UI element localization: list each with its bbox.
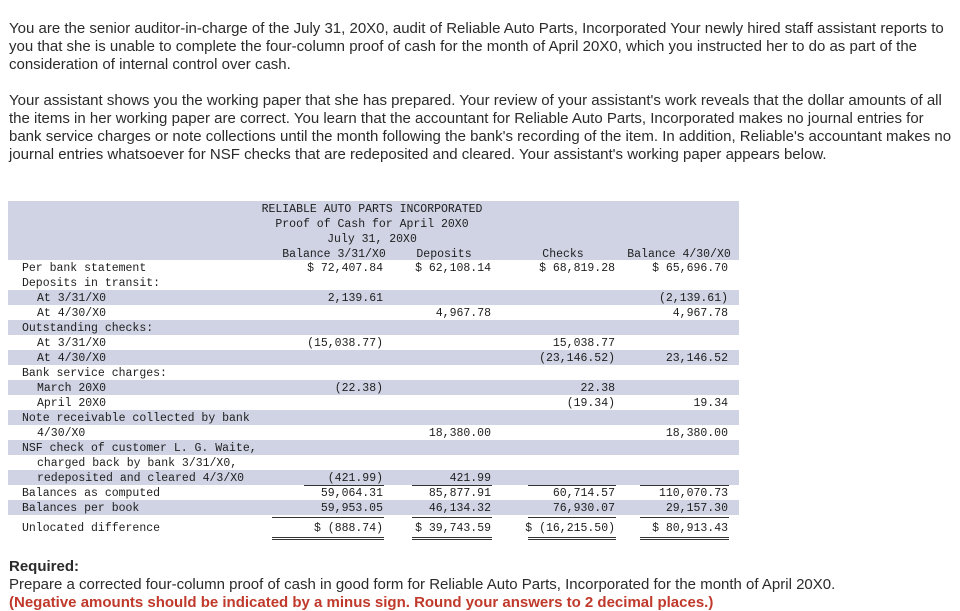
row-label-nsf-line-2: charged back by bank 3/31/X0, <box>37 457 238 470</box>
row-label-oc-4-30: At 4/30/X0 <box>37 352 107 365</box>
header-balance-3-31: Balance 3/31/X0 <box>282 248 386 261</box>
cell-nsf-deposits: 421.99 <box>449 472 491 485</box>
cell-dit-4-30-balance-4-30: 4,967.78 <box>672 307 728 320</box>
total-rule <box>412 517 492 518</box>
cell-bsc-march-balance-3-31: (22.38) <box>334 382 383 395</box>
row-label-nsf-line-3: redeposited and cleared 4/3/X0 <box>37 472 245 485</box>
cell-computed-balance-3-31: 59,064.31 <box>320 487 383 500</box>
intro-paragraph-1: You are the senior auditor-in-charge of the July 31, 20X0, audit of Reliable Auto Parts, Incorporated Your newly hired staff assistant reports to you that she is unable to complete the four-column proof of cash for the month of April 20X0, which you instructed her to do as part of the consideration of internal control over cash. <box>9 20 944 73</box>
cell-dit-3-31-balance-3-31: 2,139.61 <box>327 292 383 305</box>
cell-oc-3-31-balance-3-31: (15,038.77) <box>307 337 383 350</box>
double-rule <box>528 539 616 540</box>
row-label-outstanding-checks: Outstanding checks: <box>22 322 154 335</box>
cell-dit-4-30-deposits: 4,967.78 <box>435 307 491 320</box>
cell-note-deposits: 18,380.00 <box>428 427 491 440</box>
table-title-proof: Proof of Cash for April 20X0 <box>275 218 469 231</box>
cell-computed-deposits: 85,877.91 <box>428 487 491 500</box>
double-rule <box>272 537 384 538</box>
required-instruction: Prepare a corrected four-column proof of cash in good form for Reliable Auto Parts, Incorporated for the month of April 20X0. <box>9 576 836 593</box>
cell-bsc-april-checks: (19.34) <box>566 397 615 410</box>
cell-per-book-balance-3-31: 59,953.05 <box>320 502 383 515</box>
total-rule <box>640 517 729 518</box>
cell-nsf-balance-3-31: (421.99) <box>327 472 383 485</box>
row-label-dit-3-31: At 3/31/X0 <box>37 292 107 305</box>
row-label-per-bank: Per bank statement <box>22 262 147 275</box>
cell-bsc-march-checks: 22.38 <box>580 382 615 395</box>
cell-unlocated-checks: $ (16,215.50) <box>525 522 615 535</box>
cell-oc-4-30-balance-4-30: 23,146.52 <box>665 352 728 365</box>
double-rule <box>412 537 492 538</box>
double-rule <box>272 539 384 540</box>
required-heading: Required: <box>9 558 80 575</box>
cell-dit-3-31-balance-4-30: (2,139.61) <box>658 292 728 305</box>
required-note: (Negative amounts should be indicated by a minus sign. Round your answers to 2 decimal places.) <box>9 594 714 611</box>
row-label-nsf-line-1: NSF check of customer L. G. Waite, <box>22 442 257 455</box>
cell-oc-3-31-checks: 15,038.77 <box>552 337 615 350</box>
cell-per-book-balance-4-30: 29,157.30 <box>665 502 728 515</box>
row-label-dit-4-30: At 4/30/X0 <box>37 307 107 320</box>
header-balance-4-30: Balance 4/30/X0 <box>627 248 731 261</box>
row-label-unlocated-difference: Unlocated difference <box>22 522 161 535</box>
cell-unlocated-deposits: $ 39,743.59 <box>415 522 491 535</box>
cell-per-bank-deposits: $ 62,108.14 <box>415 262 491 275</box>
total-rule <box>272 517 384 518</box>
row-label-deposits-in-transit: Deposits in transit: <box>22 277 161 290</box>
row-label-note-4-30: 4/30/X0 <box>37 427 86 440</box>
cell-per-book-checks: 76,930.07 <box>552 502 615 515</box>
header-deposits: Deposits <box>416 248 472 261</box>
cell-unlocated-balance-3-31: $ (888.74) <box>313 522 383 535</box>
row-label-oc-3-31: At 3/31/X0 <box>37 337 107 350</box>
cell-oc-4-30-checks: (23,146.52) <box>539 352 615 365</box>
header-checks: Checks <box>542 248 584 261</box>
cell-bsc-april-balance-4-30: 19.34 <box>693 397 728 410</box>
cell-per-bank-balance-4-30: $ 65,696.70 <box>652 262 728 275</box>
total-rule <box>528 517 616 518</box>
intro-paragraph-2: Your assistant shows you the working paper that she has prepared. Your review of your assistant's work reveals that the dollar amounts of all the items in her working paper are correct. You learn that the accountant for Reliable Auto Parts, Incorporated makes no journal entries for bank service charges or note collections until the month following the bank's recording of the item. In addition, Reliable's accountant makes no journal entries whatsoever for NSF checks that are redeposited and cleared. Your assistant's working paper appears below. <box>9 92 952 163</box>
row-label-balances-computed: Balances as computed <box>22 487 161 500</box>
row-label-bsc-april: April 20X0 <box>37 397 107 410</box>
cell-note-balance-4-30: 18,380.00 <box>665 427 728 440</box>
proof-of-cash-table <box>8 201 739 541</box>
cell-per-book-deposits: 46,134.32 <box>428 502 491 515</box>
table-title-date: July 31, 20X0 <box>327 233 417 246</box>
double-rule <box>640 539 729 540</box>
cell-per-bank-checks: $ 68,819.28 <box>539 262 615 275</box>
cell-computed-checks: 60,714.57 <box>552 487 615 500</box>
double-rule <box>412 539 492 540</box>
double-rule <box>640 537 729 538</box>
table-title-company: RELIABLE AUTO PARTS INCORPORATED <box>261 203 483 216</box>
row-label-note-receivable: Note receivable collected by bank <box>22 412 250 425</box>
double-rule <box>528 537 616 538</box>
row-label-bank-service-charges: Bank service charges: <box>22 367 167 380</box>
row-label-balances-per-book: Balances per book <box>22 502 140 515</box>
row-label-bsc-march: March 20X0 <box>37 382 107 395</box>
cell-per-bank-balance-3-31: $ 72,407.84 <box>307 262 383 275</box>
cell-computed-balance-4-30: 110,070.73 <box>658 487 728 500</box>
cell-unlocated-balance-4-30: $ 80,913.43 <box>652 522 728 535</box>
